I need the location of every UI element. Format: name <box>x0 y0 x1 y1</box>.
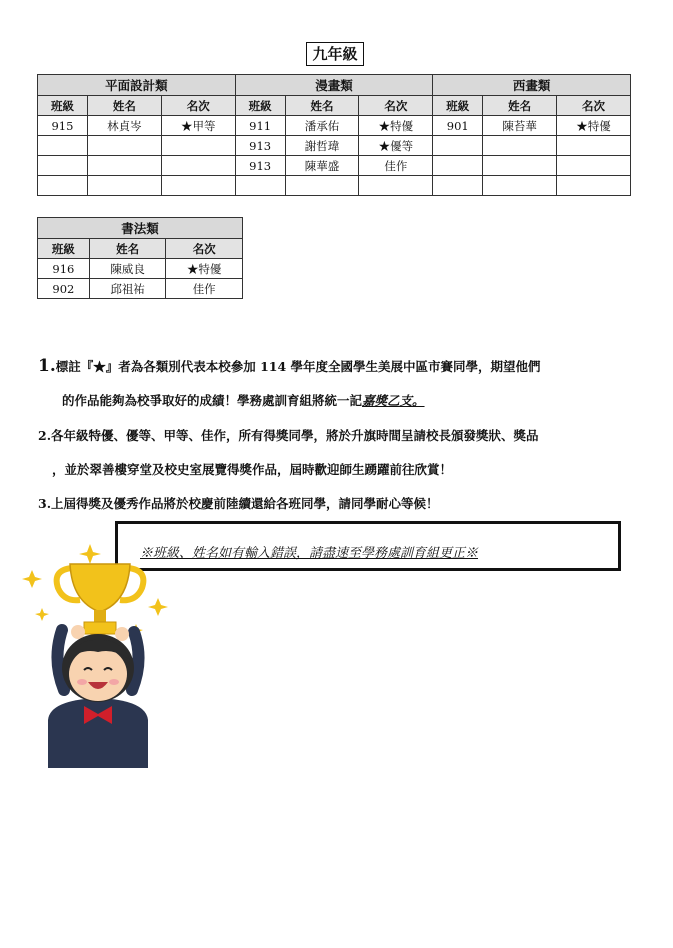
table-row <box>38 279 243 299</box>
table-cell: 陳威良 <box>89 259 166 279</box>
table-cell <box>285 176 359 196</box>
table-row <box>38 259 243 279</box>
table-cell <box>557 136 631 156</box>
trophy-girl-illustration <box>18 540 178 775</box>
commendation-highlight: 嘉獎乙支。 <box>362 393 425 408</box>
table-cell <box>38 136 88 156</box>
column-header: 名次 <box>557 96 631 116</box>
girl-figure <box>48 625 148 768</box>
table-cell: ★特優 <box>359 116 433 136</box>
column-header: 姓名 <box>89 239 166 259</box>
table-cell: 913 <box>235 156 285 176</box>
table-cell <box>483 176 557 196</box>
table-cell: 915 <box>38 116 88 136</box>
table-cell: 林貞岑 <box>87 116 161 136</box>
category-header-design: 平面設計類 <box>38 75 236 96</box>
note-1-line-2: 的作品能夠為校爭取好的成績！學務處訓育組將統一記嘉獎乙支。 <box>62 393 425 408</box>
table-cell <box>161 136 235 156</box>
table-cell <box>161 176 235 196</box>
note-2-line-1: 2.各年級特優、優等、甲等、佳作，所有得獎同學，將於升旗時間呈請校長頒發獎狀、獎品 <box>38 428 539 443</box>
awards-table-calligraphy <box>37 217 243 299</box>
table-cell: 901 <box>433 116 483 136</box>
table-cell: 913 <box>235 136 285 156</box>
table-cell: 謝哲瑋 <box>285 136 359 156</box>
column-header: 名次 <box>359 96 433 116</box>
table-cell: 911 <box>235 116 285 136</box>
column-header: 姓名 <box>285 96 359 116</box>
note-1-line-1: 1.標註『★』者為各類別代表本校參加 114 學年度全國學生美展中區市賽同學，期望他們 <box>38 356 541 376</box>
table-row <box>38 156 631 176</box>
table-cell <box>87 176 161 196</box>
correction-notice-text: ※班級、姓名如有輸入錯誤，請盡速至學務處訓育組更正※ <box>140 546 479 561</box>
table-cell: ★甲等 <box>161 116 235 136</box>
correction-notice-box <box>115 521 621 571</box>
column-header: 名次 <box>166 239 243 259</box>
table-cell: 902 <box>38 279 90 299</box>
table-cell <box>557 176 631 196</box>
category-header-calligraphy: 書法類 <box>38 218 243 239</box>
category-header-comic: 漫畫類 <box>235 75 433 96</box>
table-cell: 邱祖祐 <box>89 279 166 299</box>
table-cell <box>87 156 161 176</box>
note-2-line-2: ，並於翠善樓穿堂及校史室展覽得獎作品，屆時歡迎師生踴躍前往欣賞！ <box>52 462 453 477</box>
note-3: 3.上屆得獎及優秀作品將於校慶前陸續還給各班同學，請同學耐心等候！ <box>38 496 439 511</box>
column-header: 姓名 <box>483 96 557 116</box>
table-cell <box>433 156 483 176</box>
table-row <box>38 116 631 136</box>
note-1-number: 1. <box>38 356 56 376</box>
column-header: 班級 <box>433 96 483 116</box>
table-cell <box>557 156 631 176</box>
table-cell: 916 <box>38 259 90 279</box>
table-row <box>38 176 631 196</box>
table-cell: ★優等 <box>359 136 433 156</box>
table-cell <box>433 136 483 156</box>
table-cell <box>38 176 88 196</box>
table-cell <box>483 136 557 156</box>
table-cell: 潘承佑 <box>285 116 359 136</box>
table-cell <box>161 156 235 176</box>
awards-table-main <box>37 74 631 196</box>
column-header: 姓名 <box>87 96 161 116</box>
table-cell: 佳作 <box>359 156 433 176</box>
table-cell <box>38 156 88 176</box>
table-cell: ★特優 <box>557 116 631 136</box>
table-row <box>38 136 631 156</box>
table-cell <box>87 136 161 156</box>
column-header: 班級 <box>235 96 285 116</box>
column-header: 名次 <box>161 96 235 116</box>
column-header: 班級 <box>38 239 90 259</box>
table-cell: 佳作 <box>166 279 243 299</box>
table-cell <box>483 156 557 176</box>
trophy-icon <box>57 564 144 634</box>
table-cell <box>235 176 285 196</box>
table-cell: ★特優 <box>166 259 243 279</box>
table-cell: 陳苔華 <box>483 116 557 136</box>
table-cell <box>433 176 483 196</box>
category-header-painting: 西畫類 <box>433 75 631 96</box>
table-cell <box>359 176 433 196</box>
page-title: 九年級 <box>306 42 364 66</box>
table-cell: 陳華盛 <box>285 156 359 176</box>
column-header: 班級 <box>38 96 88 116</box>
